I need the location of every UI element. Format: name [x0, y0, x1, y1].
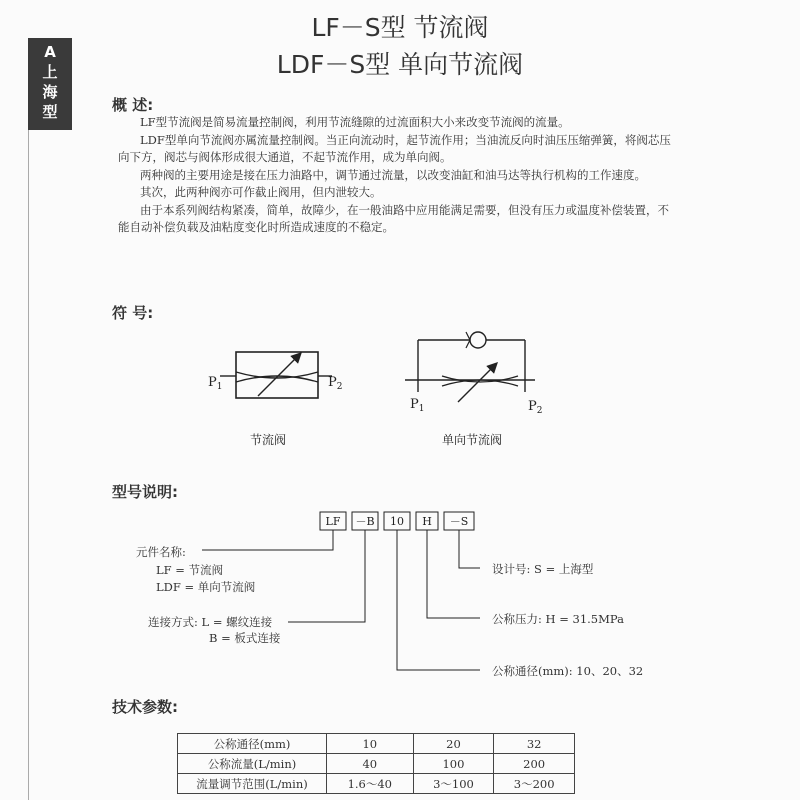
tech-params-table	[177, 733, 575, 794]
table-cell: 公称流量(L/min)	[178, 754, 327, 774]
overview-text	[118, 114, 678, 237]
table-row	[178, 754, 575, 774]
name-label: 元件名称:	[136, 545, 186, 559]
table-row	[178, 734, 575, 754]
connection-label: 连接方式: L = 螺纹连接	[148, 615, 273, 629]
table-cell: 200	[494, 754, 575, 774]
table-cell: 流量调节范围(L/min)	[178, 774, 327, 794]
code-box-10: 10	[390, 515, 404, 528]
model-heading: 型号说明:	[112, 483, 178, 501]
throttle-valve-symbol	[220, 352, 332, 398]
nominal-pressure: 公称压力: H = 31.5MPa	[492, 612, 624, 626]
overview-heading: 概 述:	[112, 96, 154, 114]
table-cell: 20	[413, 734, 494, 754]
margin-line	[28, 130, 29, 800]
throttle-p2-label: $P_2$	[328, 375, 343, 392]
overview-paragraph: 两种阀的主要用途是接在压力油路中，调节通过流量，以改变油缸和油马达等执行机构的工作速度。	[140, 167, 646, 182]
table-row	[178, 774, 575, 794]
page-subtitle: LDF－S型 单向节流阀	[276, 50, 524, 79]
overview-paragraph: 其次，此两种阀亦可作截止阀用，但内泄较大。	[140, 185, 382, 199]
throttle-p1-label: $P_1$	[208, 375, 223, 392]
table-cell: 10	[327, 734, 414, 754]
connection-b: B = 板式连接	[209, 631, 281, 645]
side-tab-char-1: 上	[42, 63, 58, 81]
side-tab-char-2: 海	[42, 83, 58, 101]
side-tab-letter: A	[44, 43, 56, 61]
table-cell: 3～100	[413, 774, 494, 794]
table-cell: 公称通径(mm)	[178, 734, 327, 754]
table-cell: 100	[413, 754, 494, 774]
check-throttle-p2-label: $P_2$	[528, 399, 543, 416]
nominal-diameter: 公称通径(mm): 10、20、32	[492, 664, 644, 678]
page-title: LF－S型 节流阀	[311, 13, 489, 42]
throttle-caption: 节流阀	[250, 433, 287, 447]
check-throttle-p1-label: $P_1$	[410, 397, 425, 414]
table-cell: 32	[494, 734, 575, 754]
tech-heading: 技术参数:	[112, 698, 178, 716]
code-box-h: H	[422, 515, 432, 528]
side-tab-char-3: 型	[42, 103, 58, 121]
check-throttle-valve-symbol	[405, 332, 535, 402]
overview-paragraph: LDF型单向节流阀亦属流量控制阀。当正向流动时，起节流作用；当油流反向时油压压缩弹簧，将阀芯压向下方，阀芯与阀体形成很大通道，不起节流作用，成为单向阀。	[118, 132, 671, 164]
table-cell: 40	[327, 754, 414, 774]
table-cell: 1.6～40	[327, 774, 414, 794]
check-throttle-caption: 单向节流阀	[442, 433, 503, 447]
name-ldf: LDF = 单向节流阀	[156, 580, 256, 594]
name-lf: LF = 节流阀	[156, 563, 224, 577]
symbols-heading: 符 号:	[112, 304, 154, 322]
code-box-lf: LF	[325, 515, 341, 528]
overview-paragraph: 由于本系列阀结构紧凑，简单，故障少，在一般油路中应用能满足需要，但没有压力或温度补偿装置，不能自动补偿负载及油粘度变化时所造成速度的不稳定。	[118, 202, 669, 234]
hydraulic-symbols	[190, 320, 590, 450]
overview-paragraph: LF型节流阀是简易流量控制阀，利用节流缝隙的过流面积大小来改变节流阀的流量。	[140, 115, 570, 129]
code-box-s: －S	[449, 515, 469, 528]
table-cell: 3～200	[494, 774, 575, 794]
design-number: 设计号: S = 上海型	[492, 562, 594, 576]
code-box-b: －B	[355, 515, 375, 528]
